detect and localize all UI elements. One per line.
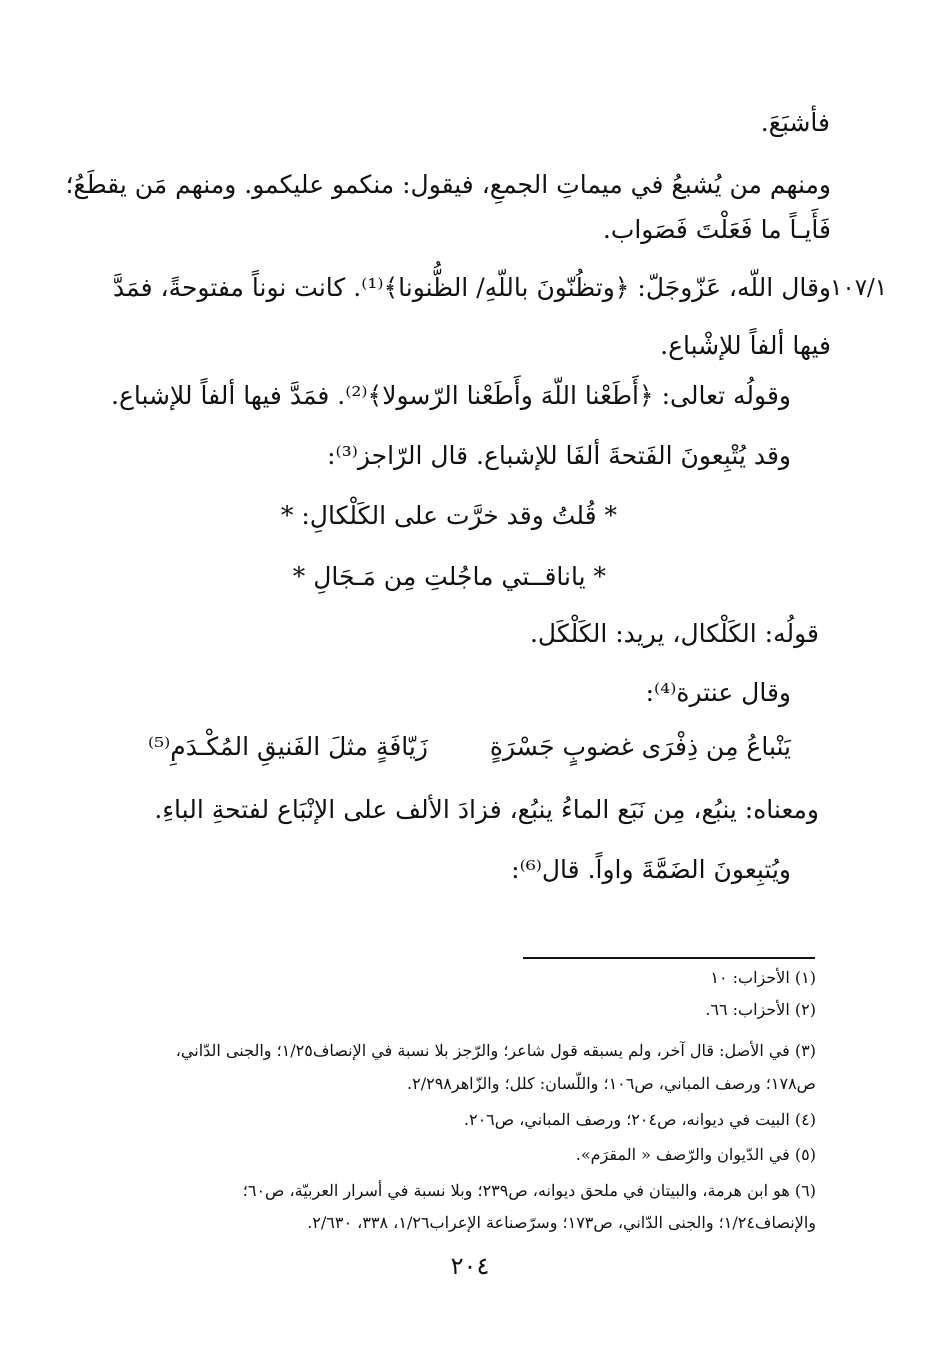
body-line-8: قولُه: الكَلْكال، يريد: الكَلْكَل. xyxy=(529,619,819,648)
footnote-2: (٢) الأحزاب: ٦٦. xyxy=(705,1000,816,1019)
body-line-4: وقال اللّه، عَزّوجَلّ: ﴿وتظُنّونَ باللّهِ/ الظُّنونا﴾⁽¹⁾. كانت نوناً مفتوحةً، فمَدَّ xyxy=(113,273,831,302)
body-line-3: فَأَيـاً ما فَعَلْتَ فَصَواب. xyxy=(602,215,831,244)
body-line-6: وقولُه تعالى: ﴿أَطَعْنا اللّهَ وأَطَعْنا الرّسولا﴾⁽²⁾. فمَدَّ فيها ألفاً للإشباع. xyxy=(111,381,791,410)
footnote-3-line-2: ص١٧٨؛ ورصف المباني، ص١٠٦؛ واللّسان: كلل؛ والزّاهر٢/٢٩٨. xyxy=(407,1074,816,1093)
footnote-5: (٥) في الدّيوان والرّصف « المقرَم». xyxy=(575,1145,816,1164)
footnote-3-line-1: (٣) في الأصل: قال آخر، ولم يسبقه قول شاعر؛ والرّجز بلا نسبة في الإنصاف١/٢٥؛ والجنى الدّاني، xyxy=(175,1041,816,1060)
body-line-10: ومعناه: ينبُع، مِن نَبَع الماءُ ينبُع، فزادَ الألف على الإنْبَاع لفتحةِ الباءِ. xyxy=(154,795,819,824)
footnote-6-line-2: والإنصاف١/٢٤؛ والجنى الدّاني، ص١٧٣؛ وسرّصناعة الإعراب١/٢٦، ٣٣٨، ٢/٦٣٠. xyxy=(307,1213,816,1232)
margin-page-ref: ١٠٧/١ xyxy=(830,275,888,301)
body-line-2: ومنهم من يُشبعُ في ميماتِ الجمعِ، فيقول: منكمو عليكمو. ومنهم مَن يقطَعُ؛ xyxy=(65,170,831,199)
footnote-4: (٤) البيت في ديوانه، ص٢٠٤؛ ورصف المباني، ص٢٠٦. xyxy=(463,1110,816,1129)
body-line-11: ويُتبِعونَ الضَمَّةَ واواً. قال⁽⁶⁾: xyxy=(511,855,791,884)
footnote-divider xyxy=(523,957,815,959)
body-line-1: فأشبَعَ. xyxy=(760,108,830,137)
body-line-5: فيها ألفاً للإشْباع. xyxy=(660,331,831,360)
verse-line-2: * ياناقــتي ماجُلتِ مِن مَـجَالِ * xyxy=(292,562,606,591)
body-line-9: وقال عنترة⁽⁴⁾: xyxy=(645,678,791,707)
footnote-6-line-1: (٦) هو ابن هرمة، والبيتان في ملحق ديوانه، ص٢٣٩؛ وبلا نسبة في أسرار العربيّة، ص٦٠؛ xyxy=(242,1181,816,1200)
poem-hemistich-left: زَيّافَةٍ مثلَ الفَنيقِ المُكْـدَمِ⁽⁵⁾ xyxy=(148,732,428,761)
page-number: ٢٠٤ xyxy=(450,1252,490,1280)
footnote-1: (١) الأحزاب: ١٠ xyxy=(710,968,816,987)
body-line-7: وقد يُتْبِعونَ الفَتحةَ ألفَا للإشباع. قال الرّاجز⁽³⁾: xyxy=(327,441,791,470)
verse-line-1: * قُلتُ وقد خرَّت على الكَلْكالِ: * xyxy=(280,501,617,530)
poem-hemistich-right: يَنْباعُ مِن ذِفْرَى غضوبٍ جَسْرَةٍ xyxy=(489,732,791,761)
